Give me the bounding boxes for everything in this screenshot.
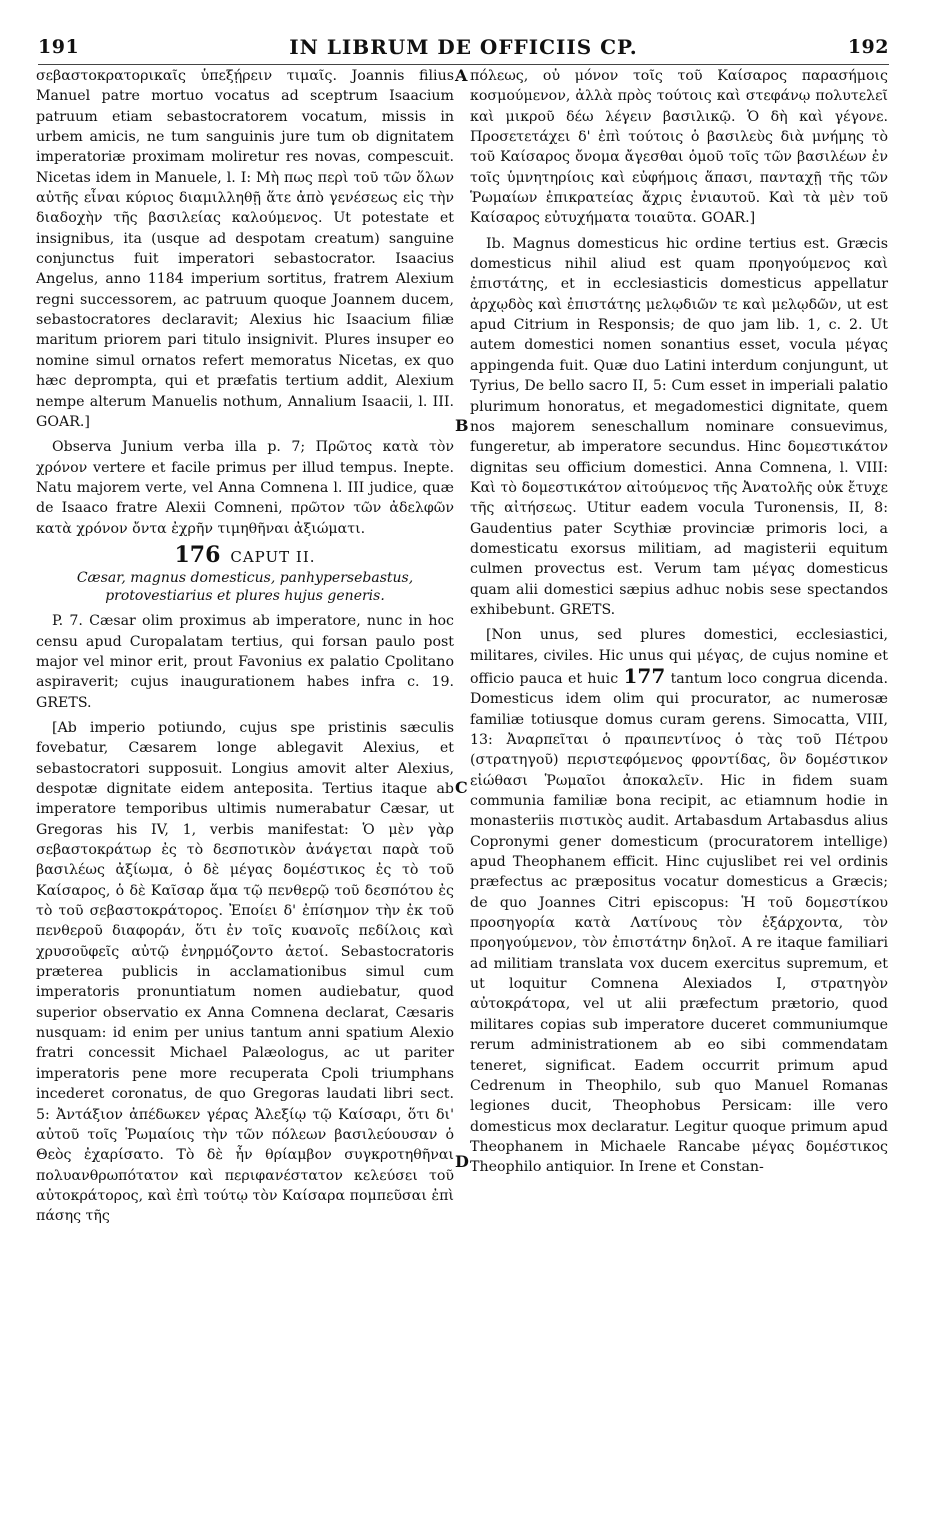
right-paragraph-3-end: tantum loco congrua dicenda. Domesticus idem olim qui procurator, ac numerosæ familiæ totiusque domus curam gerens. Simocatta, VIII, 13: Ἀναρπεῖται ὁ πραιπεντίνος ὁ τὰς τοῦ Πέτρου (στρατηγοῦ) περιστεφόμενος φροντίδας, ὃν δομέστικον εἰώθασι Ῥωμαῖοι ἀποκαλεῖν. Hic in fidem suam communia familiæ bona recipit, ac etiamnum hodie in monasteriis πιστικὸς audit. Artabasdum Artabasdus alius Copronymi gener domesticum (procuratorem intellige) apud Theophanem efficit. Hinc cujuslibet rei vel ordinis præfectus ac præpositus vocatur domesticus a Græcis; de quo Joannes Citri episcopus: Ἡ τοῦ δομεστίκου προσηγορία κατὰ Λατίνους τὸν ἐξάρχοντα, τὸν προηγούμενον, τὸν ἐπιστάτην δηλοῖ. A re itaque familiari ad militiam translata vox ducem exercitus supremum, et ut loquitur Comnena Alexiados I, στρατηγὸν αὐτοκράτορα, vel ut alii præfectum prætorio, quod militares copias sub imperatore duceret communiumque rerum administrationem ab eo sibi commendatam teneret, significat. Eadem occurrit primum apud Cedrenum in Theophilo, sub quo Manuel Romanas legiones ducit, Theophobus Persicam: ille vero domesticus mox declaratur. Legitur quoque primum apud Theophanem in Michaele Rancabe μέγας δομέστικος Theophilo antiquior. In Irene et Constan-: [470, 670, 889, 1176]
right-paragraph-1: πόλεως, οὐ μόνον τοῖς τοῦ Καίσαρος παρασήμοις κοσμούμενον, ἀλλὰ πρὸς τούτοις καὶ στεφάνῳ πολυτελεῖ καὶ μικροῦ δέω λέγειν βασιλικῷ. Ὁ δὴ καὶ γέγονε. Προσετετάχει δ' ἐπὶ τούτοις ὁ βασιλεὺς διὰ μνήμης τὸ τοῦ Καίσαρος ὄνομα ἄγεσθαι ὁμοῦ τοῖς τῶν βασιλέων ἐν τοῖς ὑμνητηρίοις καὶ εὐφήμοις ἅπασι, πανταχῇ τῆς τῶν Ῥωμαίων ἐπικρατείας ἄχρις ἐνιαυτοῦ. Καὶ τὰ μὲν τοῦ Καίσαρος εὐτυχήματα τοιαῦτα. GOAR.]: [470, 68, 888, 227]
chapter-title: CAPUT II.: [230, 547, 316, 566]
running-header: [38, 30, 889, 65]
page-number-right: 192: [847, 36, 889, 58]
margin-marker-a: A: [455, 66, 468, 85]
right-paragraph-3: [470, 625, 888, 1177]
right-column: [470, 66, 888, 1183]
left-paragraph-2: Observa Junium verba illa p. 7; Πρῶτος κατὰ τὸν χρόνον vertere et facile primus per illud tempus. Inepte. Natu majorem verte, vel Anna Comnena l. III judice, quæ de Isaaco fratre Alexii Comneni, πρῶτον τῶν ἀδελφῶν κατὰ χρόνον ὄντα ἐχρῆν τιμηθῆναι ἀξιώματι.: [36, 439, 454, 537]
left-column: [36, 66, 454, 1232]
chapter-heading: [36, 541, 454, 568]
running-title: IN LIBRUM DE OFFICIIS CP.: [289, 35, 638, 59]
margin-marker-c: C: [455, 778, 468, 797]
right-paragraph-2: Ib. Magnus domesticus hic ordine tertius est. Græcis domesticus nihil aliud est quam προηγούμενος καὶ ἐπιστάτης, et in ecclesiasticis domesticus appellatur ἀρχῳδὸς καὶ ἐπιστάτης μελῳδιῶν τε καὶ μελῳδῶν, ut est apud Citrium in Responsis; de quo jam lib. 1, c. 2. Ut autem domestici nomen sonantius esset, vocula μέγας appingenda fuit. Quæ duo Latini interdum conjungunt, ut Tyrius, De bello sacro II, 5: Cum esset in imperiali palatio plurimum honoratus, et megadomestici dignitate, quem nos majorem seneschallum nominare consuevimus, fungeretur, ab imperatore secundus. Hinc δομεστικάτον dignitas seu officium domestici. Anna Comnena, l. VIII: Καὶ τὸ δομεστικάτον αἰτούμενος τῆς Ἀνατολῆς οὐκ ἔτυχε τῆς αἰτήσεως. Utitur eadem vocula Turonensis, II, 8: Gaudentius pater Scythiæ provinciæ primoris loci, a domesticatu exorsus militiam, ad magisterii equitum culmen provectus est. Verum tam μέγας domesticus quam alii domestici sæpius adhuc nobis sese spectandos exhibebunt. GRETS.: [470, 235, 888, 618]
page-number-left: 191: [38, 36, 80, 58]
margin-marker-d: D: [455, 1152, 469, 1171]
margin-marker-b: B: [455, 416, 469, 435]
chapter-subtitle: Cæsar, magnus domesticus, panhypersebastus, protovestiarius et plures hujus generis.: [76, 570, 414, 605]
right-paragraph-3-start: [Non unus, sed plures domestici, ecclesiastici, militares, civiles. Hic unus qui μέγας, de cujus nomine et officio pauca et huic: [470, 627, 888, 687]
left-paragraph-4: [Ab imperio potiundo, cujus spe pristinis sæculis fovebatur, Cæsarem longe ablegavit Alexius, et sebastocratori supposuit. Longius amovit alter Alexius, despotæ dignitate eidem anteposita. Tertius itaque ab imperatore temporibus ultimis numerabatur Cæsar, ut Gregoras his IV, 1, verbis manifestat: Ὁ μὲν γὰρ σεβαστοκράτωρ ἐς τὸ δεσποτικὸν ἀνάγεται παρὰ τοῦ βασιλέως ἀξίωμα, ὁ δὲ μέγας δομέστικος ἐς τὸ τοῦ Καίσαρος, ὁ δὲ Καῖσαρ ἅμα τῷ πενθερῷ τοῦ δεσπότου ἐς τὸ τοῦ σεβαστοκράτορος. Ἐποίει δ' ἐπίσημον τὴν ἐκ τοῦ πενθεροῦ διαφοράν, ὅτι ἐν τοῖς κυανοῖς πεδίλοις καὶ χρυσοῦφεῖς αὐτῷ ἐνηρμόζοντο ἀετοί. Sebastocratoris præterea publicis in acclamationibus simul cum imperatoris pronuntiatum nomen audiebatur, quod superior observatio ex Anna Comnena declarat, Cæsaris nusquam: id enim per unius tantum anni spatium Alexio fratri concessit Michael Palæologus, ac ut pariter imperatoris pene more recuperata Cpoli triumphans incederet coronatus, de quo Gregoras laudati libri sect. 5: Ἀντάξιον ἀπέδωκεν γέρας Ἀλεξίῳ τῷ Καίσαρι, ὅτι δι' αὐτοῦ τοῖς Ῥωμαίοις τὴν τῶν πόλεων βασιλεύουσαν ὁ Θεὸς ἐχαρίσατο. Τὸ δὲ ἦν θρίαμβον συγκροτηθῆναι πολυανθρωπότατον καὶ περιφανέστατον κελεύσει τοῦ αὐτοκράτορος, καὶ ἐπὶ τούτῳ τὸν Καίσαρα πομπεῦσαι ἐπὶ πάσης τῆς: [36, 719, 454, 1225]
left-paragraph-3: P. 7. Cæsar olim proximus ab imperatore, nunc in hoc censu apud Curopalatam tertius, qui forsan paulo post major vel minor erit, prout Favonius ex palatio Cpolitano aspiraverit; cujus inaugurationem habes infra c. 19. GRETS.: [36, 613, 454, 711]
chapter-page-number: 176: [174, 541, 221, 568]
left-paragraph-1: σεβαστοκρατορικαῖς ὑπεξῄρειν τιμαῖς. Joannis filius Manuel patre mortuo vocatus ad sceptrum Isaacium patruum etiam sebastocratorem vocatum, missis in urbem amicis, ne tum sanguinis jure tum ob dignitatem imperatoriæ proximam moliretur res novas, compescuit. Nicetas idem in Manuele, l. I: Μὴ πως περὶ τοῦ τῶν ὅλων αὐτῆς εἶναι κύριος διαμιλληθῇ ἅτε ἀπὸ γενέσεως εἰς τὴν διαδοχὴν τῆς βασιλείας καλούμενος. Ut potestate et insignibus, ita (usque ad despotam creatum) sanguine conjunctus fuit imperatori sebastocrator. Isaacius Angelus, anno 1184 imperium sortitus, fratrem Alexium regni successorem, ac patruum quoque Joannem ducem, sebastocratores declaravit; Alexius hic Isaacium filiæ maritum priorem pari titulo insignivit. Plures insuper eo nomine simul ornatos refert memoratus Nicetas, ex quo hæc deprompta, qui et præfatis tertium addit, Alexium nempe alterum Manuelis nothum, Annalium Isaacii, l. III. GOAR.]: [36, 68, 454, 430]
inline-page-number: 177: [623, 663, 666, 688]
